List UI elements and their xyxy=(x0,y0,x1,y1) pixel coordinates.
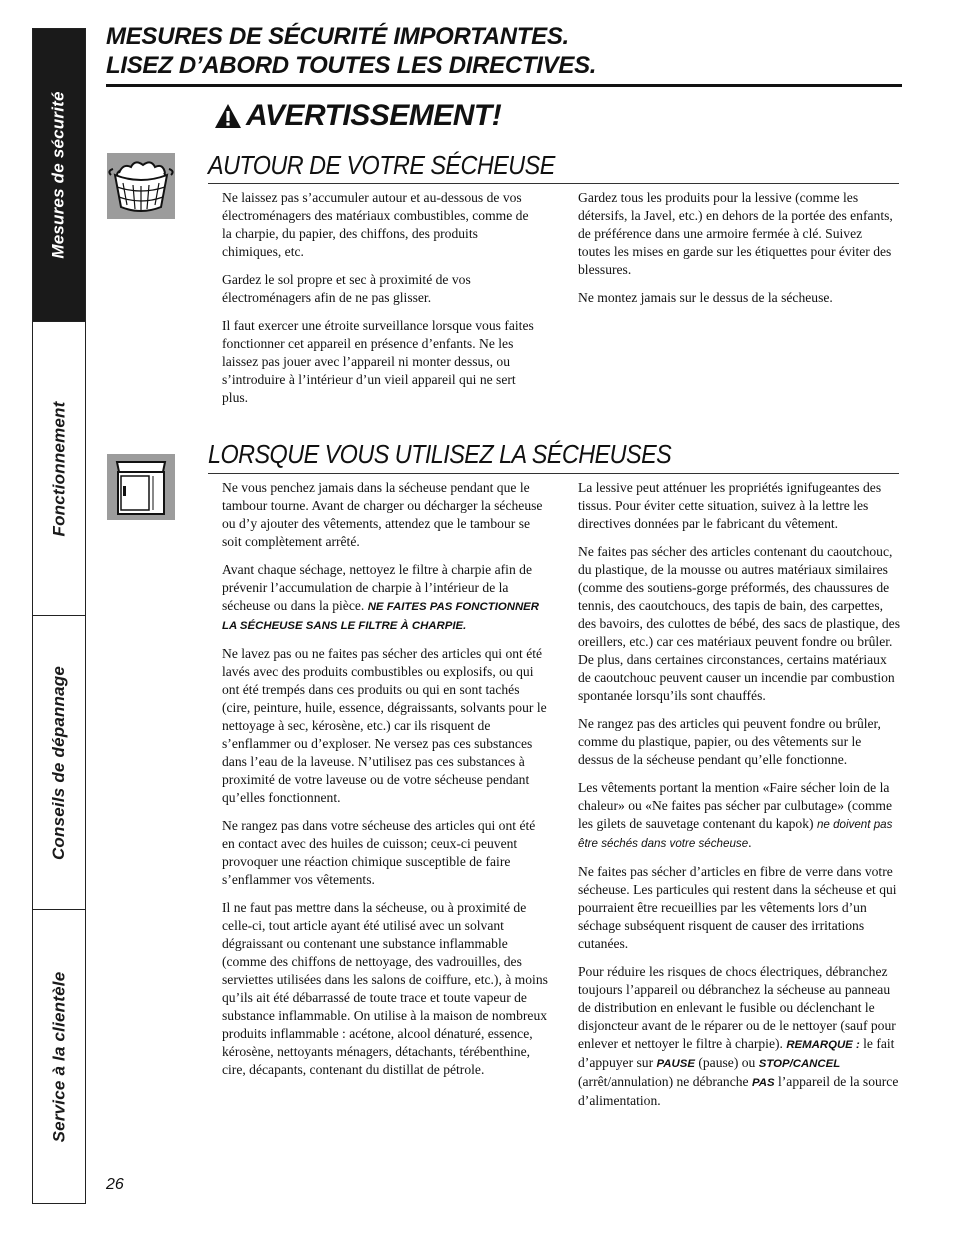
page-number: 26 xyxy=(106,1176,124,1193)
paragraph: Il ne faut pas mettre dans la sécheuse, ou à proximité de celle-ci, tout article ayant été utilisé avec un solvant dégraissant ou contenant une substance inflammable (comme des chiffons de nettoyage, des vadrouilles, des serviettes utilisées dans les salons de coiffure, etc.), à moins qu’ils ait été débarrassé de toute trace et toute vapeur de substance inflammable. On utilise à la maison de nombreux produits inflammable : acétone, alcool dénaturé, essence, kérosène, nettoyants ménagers, détachants, térébenthine, cire, décapants, contenant du distillat de pétrole. xyxy=(222,900,548,1077)
paragraph: Gardez le sol propre et sec à proximité de vos électroménagers afin de ne pas glisser. xyxy=(222,272,471,305)
pause-label: PAUSE xyxy=(656,1058,695,1070)
paragraph: La lessive peut atténuer les propriétés ignifugeantes des tissus. Pour éviter cette situation, suivez à la lettre les directives données par le fabricant du vêtement. xyxy=(578,480,882,531)
tab-conseils-de-depannage[interactable] xyxy=(32,615,86,910)
paragraph: Ne rangez pas des articles qui peuvent fondre ou brûler, comme du plastique, papier, ou des vêtements sur le dessus de la sécheuse pendant qu’elle fonctionne. xyxy=(578,716,881,767)
laundry-basket-icon xyxy=(107,153,175,219)
section2-left-column xyxy=(222,479,548,1089)
section1-left-column xyxy=(222,189,540,417)
remark-label: REMARQUE : xyxy=(786,1039,860,1051)
tab-service-a-la-clientele[interactable] xyxy=(32,909,86,1204)
tab-mesures-de-securite[interactable] xyxy=(32,28,86,322)
section-heading-lorsque: LORSQUE VOUS UTILISEZ LA SÉCHEUSES xyxy=(208,439,672,469)
paragraph: Avant chaque séchage, nettoyez le filtre à charpie afin de prévenir l’accumulation de charpie à l’intérieur de la sécheuse ou dans la pièce. NE FAITES PAS FONCTIONNER LA SÉCHEUSE SANS LE FILTRE À CHARPIE. xyxy=(222,562,539,632)
paragraph: Ne faites pas sécher d’articles en fibre de verre dans votre sécheuse. Les particules qui restent dans la sécheuse et qui pourraient être recueillies par les vêtements lors d’un séchage subséquent risquent de causer des irritations cutanées. xyxy=(578,864,897,951)
paragraph: Ne rangez pas dans votre sécheuse des articles qui ont été en contact avec des huiles de cuisson; ceux-ci peuvent provoquer une réaction chimique susceptible de faire s’enflammer vos vêtements. xyxy=(222,818,536,887)
paragraph: Ne montez jamais sur le dessus de la sécheuse. xyxy=(578,290,833,305)
warning-heading xyxy=(214,99,501,133)
paragraph: Il faut exercer une étroite surveillance lorsque vous faites fonctionner cet appareil en présence d’enfants. Ne les laissez pas jouer avec l’appareil ni monter dessus, ou s’introduire à l’intérieur d’un vieil appareil qui ne sert plus. xyxy=(222,318,534,405)
emphasis-text: ne doivent pas être séchés dans votre sécheuse xyxy=(578,818,893,850)
title-divider xyxy=(106,84,902,87)
paragraph: Ne laissez pas s’accumuler autour et au-dessous de vos électroménagers des matériaux combustibles, comme de la charpie, du papier, des chiffons, des produits chimiques, etc. xyxy=(222,190,529,259)
emphasis-text: NE FAITES PAS FONCTIONNER LA SÉCHEUSE SANS LE FILTRE À CHARPIE. xyxy=(222,601,539,632)
side-tabs xyxy=(32,28,86,1204)
tab-label: Mesures de sécurité xyxy=(49,91,68,259)
dryer-icon xyxy=(107,454,175,520)
paragraph: Gardez tous les produits pour la lessive (comme les détersifs, la Javel, etc.) en dehors de la portée des enfants, de préférence dans une armoire fermée à clé. Suivez toutes les mises en garde sur les étiquettes pour éviter des blessures. xyxy=(578,190,893,277)
warning-triangle-icon xyxy=(214,102,242,130)
paragraph: Ne lavez pas ou ne faites pas sécher des articles qui ont été lavés avec des produits combustibles ou explosifs, ou qui ont été trempés dans ces produits ou qui en sont tachés (cire, peinture, huile, essence, dégraissants, solvants pour le nettoyage à sec, kérosène, etc.) car ils risquent de s’enflammer ou d’exploser. Ne versez pas ces substances dans l’eau de la laveuse. N’utilisez pas ces substances à proximité de votre laveuse ou de votre sécheuse pendant qu’elles fonctionnent. xyxy=(222,646,547,805)
tab-label: Service à la clientèle xyxy=(49,971,69,1142)
section-divider xyxy=(208,473,899,474)
page-title-line2: LISEZ D’ABORD TOUTES LES DIRECTIVES. xyxy=(106,52,597,79)
warning-text: AVERTISSEMENT! xyxy=(246,99,502,132)
pas-label: PAS xyxy=(752,1077,775,1089)
tab-fonctionnement[interactable] xyxy=(32,321,86,616)
stop-cancel-label: STOP/CANCEL xyxy=(758,1058,841,1070)
paragraph: Ne faites pas sécher des articles contenant du caoutchouc, du plastique, de la mousse ou autres matériaux similaires (comme des soutiens-gorge préformés, des chaussures de tennis, des caoutchoucs, des tapis de bain, des carpettes, des bavoirs, des culottes de bébé, des sacs de plastique, des oreillers, etc.) car ces matériaux peuvent fondre ou brûler. De plus, dans certaines circonstances, certains matériaux de caoutchouc peuvent causer un incendie par combustion spontanée lorsqu’ils sont chauffés. xyxy=(578,544,901,703)
paragraph: Pour réduire les risques de chocs électriques, débranchez toujours l’appareil ou débranchez la sécheuse au panneau de distribution en enlevant le fusible ou déclenchant le disjoncteur avant de le réparer ou de le nettoyer (sauf pour enlever et nettoyer le filtre à charpie). REMARQUE : le fait d’appuyer sur PAUSE (pause) ou STOP/CANCEL (arrêt/annulation) ne débranche PAS l’appareil de la source d’alimentation. xyxy=(578,964,899,1108)
paragraph: Ne vous penchez jamais dans la sécheuse pendant que le tambour tourne. Avant de charger ou décharger la sécheuse ou d’y ajouter des vêtements, attendez que le tambour se soit complètement arrêté. xyxy=(222,480,543,549)
page-title-line1: MESURES DE SÉCURITÉ IMPORTANTES. xyxy=(106,23,569,50)
section2-right-column xyxy=(578,479,900,1120)
section-heading-autour: AUTOUR DE VOTRE SÉCHEUSE xyxy=(208,150,555,180)
tab-label: Conseils de dépannage xyxy=(49,665,68,860)
paragraph: Les vêtements portant la mention «Faire sécher loin de la chaleur» ou «Ne faites pas sécher par culbutage» (comme les gilets de sauvetage contenant du kapok) ne doivent pas être séchés dans votre sécheuse. xyxy=(578,780,893,850)
section1-right-column xyxy=(578,189,898,317)
tab-label: Fonctionnement xyxy=(49,400,69,537)
page-title xyxy=(106,22,906,80)
section-divider xyxy=(208,183,899,184)
